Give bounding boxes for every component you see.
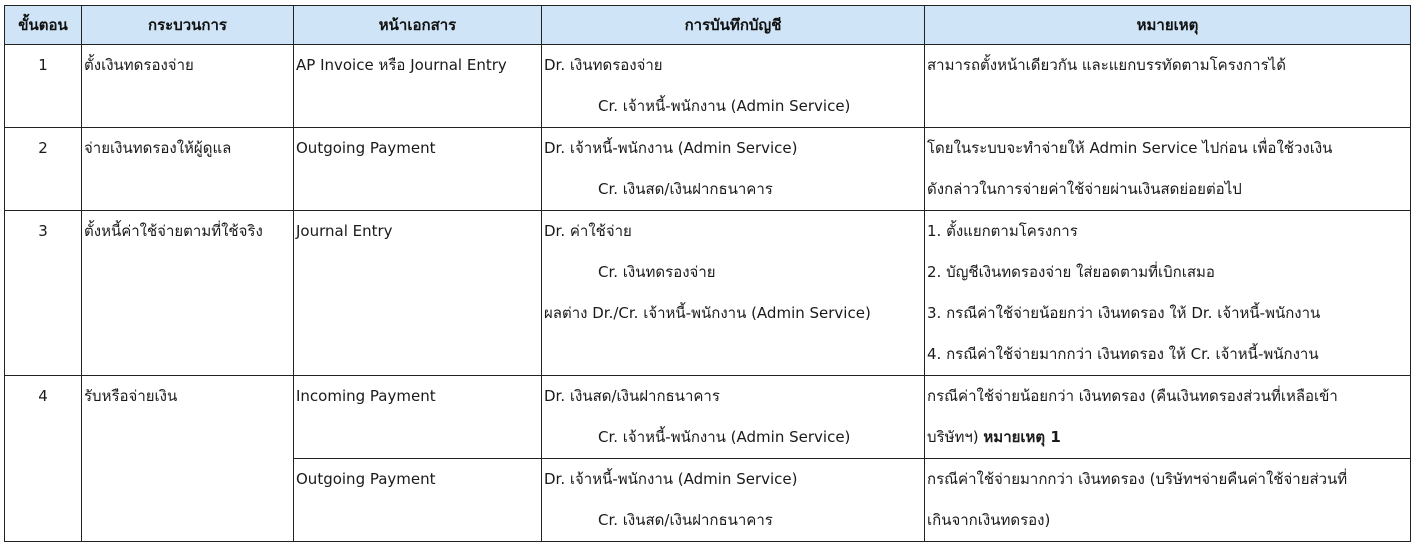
header-step: ขั้นตอน [5,6,82,45]
entry-credit: Cr. เงินสด/เงินฝากธนาคาร [598,511,773,529]
remark-text: บริษัทฯ) [927,428,979,446]
entry-debit: Dr. ค่าใช้จ่าย [544,222,632,240]
process-text: รับหรือจ่ายเงิน [84,387,178,405]
header-document: หน้าเอกสาร [294,6,542,45]
remark-cell [925,459,1411,542]
step-cell [5,45,82,128]
step-cell [5,376,82,542]
accounting-procedure-table [4,5,1411,542]
document-text: AP Invoice หรือ Journal Entry [296,56,507,74]
remark-line: 1. ตั้งแยกตามโครงการ [927,222,1078,240]
process-text: ตั้งหนี้ค่าใช้จ่ายตามที่ใช้จริง [84,222,263,240]
remark-line: เกินจากเงินทดรอง) [927,511,1051,529]
document-cell [294,211,542,376]
entry-credit: Cr. เจ้าหนี้-พนักงาน (Admin Service) [598,428,851,446]
entry-cell [542,211,925,376]
document-text: Incoming Payment [296,387,436,405]
entry-cell [542,45,925,128]
document-text: Outgoing Payment [296,139,436,157]
process-cell [82,211,294,376]
process-text: ตั้งเงินทดรองจ่าย [84,56,194,74]
step-cell [5,211,82,376]
remark-cell [925,128,1411,211]
table-row [5,128,1411,211]
entry-credit: Cr. เจ้าหนี้-พนักงาน (Admin Service) [598,97,851,115]
remark-line: ดังกล่าวในการจ่ายค่าใช้จ่ายผ่านเงินสดย่อยต่อไป [927,180,1242,198]
entry-credit: Cr. เงินสด/เงินฝากธนาคาร [598,180,773,198]
process-text: จ่ายเงินทดรองให้ผู้ดูแล [84,139,232,157]
remark-line: กรณีค่าใช้จ่ายน้อยกว่า เงินทดรอง (คืนเงินทดรองส่วนที่เหลือเข้า [927,387,1338,405]
step-cell [5,128,82,211]
entry-debit: Dr. เงินสด/เงินฝากธนาคาร [544,387,720,405]
process-cell [82,128,294,211]
remark-cell [925,211,1411,376]
entry-debit: Dr. เจ้าหนี้-พนักงาน (Admin Service) [544,470,798,488]
table-row [5,211,1411,376]
remark-note-ref: หมายเหตุ 1 [983,428,1061,446]
remark-cell [925,376,1411,459]
entry-difference: ผลต่าง Dr./Cr. เจ้าหนี้-พนักงาน (Admin Service) [544,304,871,322]
remark-line: สามารถตั้งหน้าเดียวกัน และแยกบรรทัดตามโครงการได้ [927,56,1286,74]
step-number: 2 [38,139,48,157]
header-remark: หมายเหตุ [925,6,1411,45]
process-cell [82,45,294,128]
document-text: Outgoing Payment [296,470,436,488]
header-entry: การบันทึกบัญชี [542,6,925,45]
remark-line: โดยในระบบจะทำจ่ายให้ Admin Service ไปก่อน เพื่อใช้วงเงิน [927,139,1333,157]
document-cell [294,376,542,459]
remark-line: 4. กรณีค่าใช้จ่ายมากกว่า เงินทดรอง ให้ Cr. เจ้าหนี้-พนักงาน [927,345,1319,363]
header-process: กระบวนการ [82,6,294,45]
remark-line: 2. บัญชีเงินทดรองจ่าย ใส่ยอดตามที่เบิกเสมอ [927,263,1215,281]
document-cell [294,459,542,542]
step-number: 4 [38,387,48,405]
step-number: 1 [38,56,48,74]
entry-debit: Dr. เงินทดรองจ่าย [544,56,663,74]
remark-line [925,417,1410,458]
entry-cell [542,376,925,459]
table-row [5,376,1411,459]
entry-cell [542,128,925,211]
remark-cell [925,45,1411,128]
entry-debit: Dr. เจ้าหนี้-พนักงาน (Admin Service) [544,139,798,157]
step-number: 3 [38,222,48,240]
document-cell [294,45,542,128]
table-row [5,45,1411,128]
entry-cell [542,459,925,542]
remark-line: กรณีค่าใช้จ่ายมากกว่า เงินทดรอง (บริษัทฯจ่ายคืนค่าใช้จ่ายส่วนที่ [927,470,1348,488]
process-cell [82,376,294,542]
remark-line: 3. กรณีค่าใช้จ่ายน้อยกว่า เงินทดรอง ให้ Dr. เจ้าหนี้-พนักงาน [927,304,1321,322]
header-row [5,6,1411,45]
document-cell [294,128,542,211]
document-text: Journal Entry [296,222,393,240]
entry-credit: Cr. เงินทดรองจ่าย [598,263,716,281]
